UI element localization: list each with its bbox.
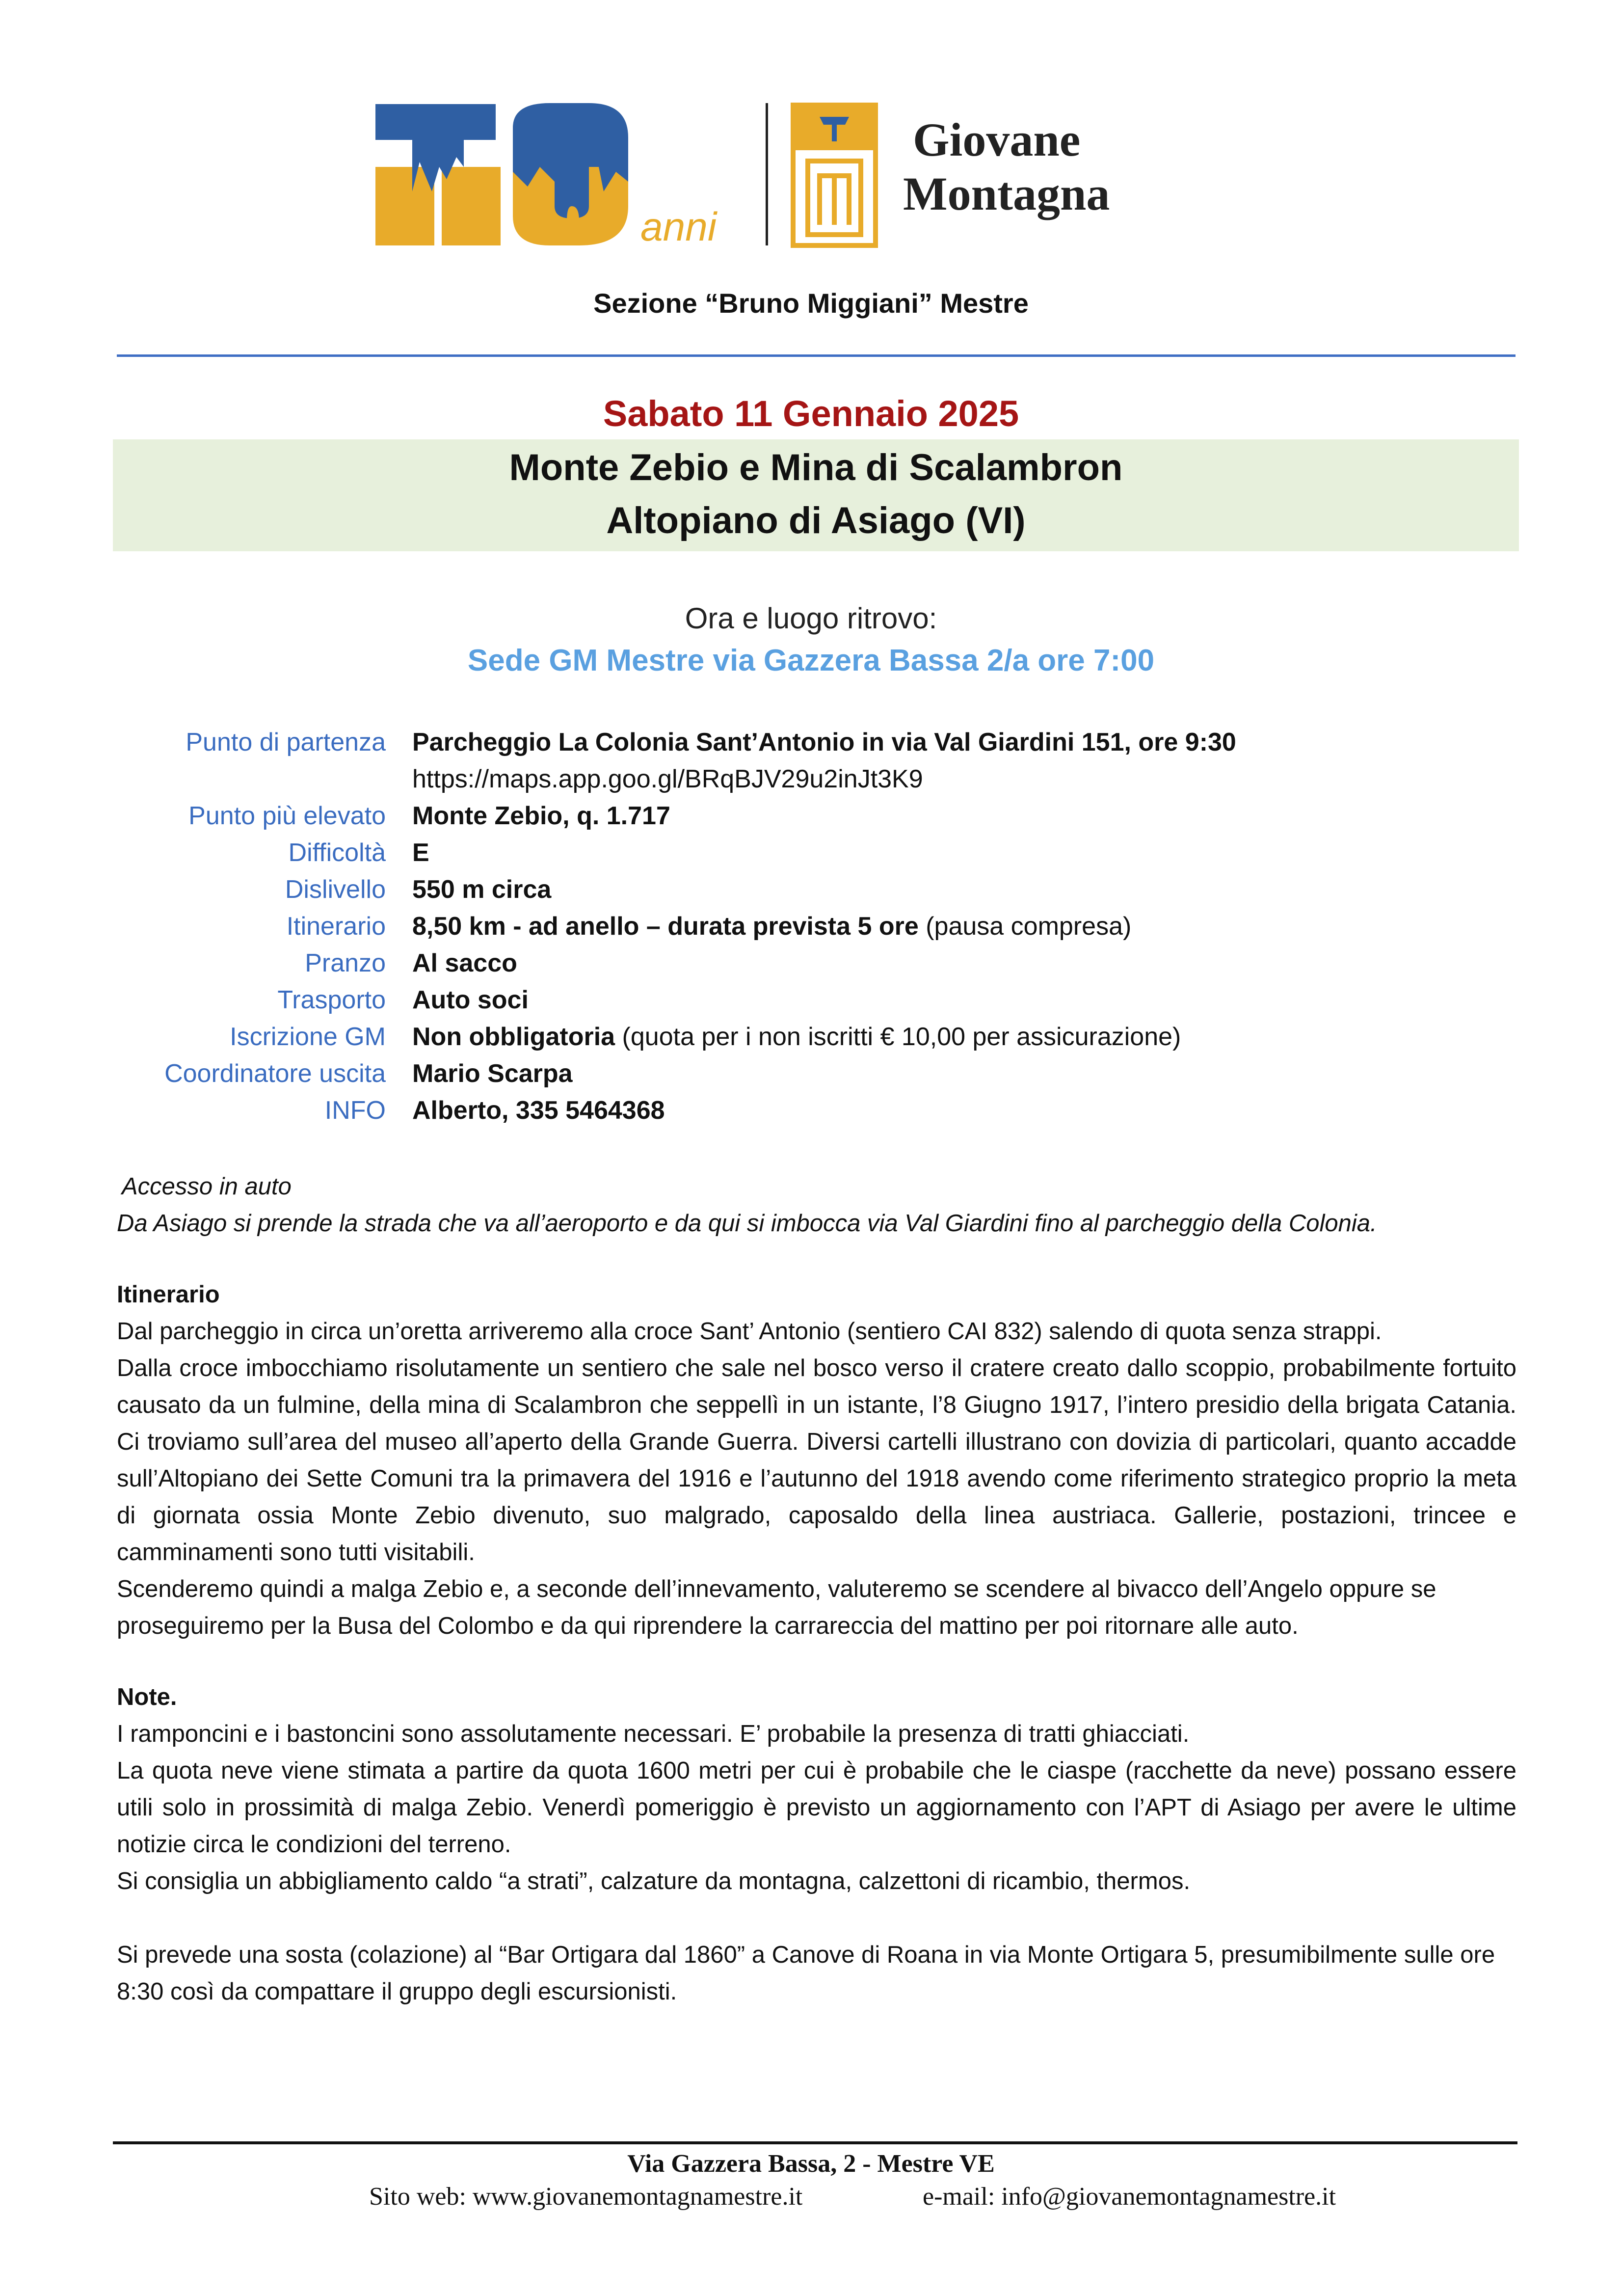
itinerary-intro: Dal parcheggio in circa un’oretta arriveremo alla croce Sant’ Antonio (sentiero CAI 832) salendo di quota senza strappi. xyxy=(117,1318,1382,1345)
event-date: Sabato 11 Gennaio 2025 xyxy=(603,393,1019,434)
info-row-difficulty xyxy=(113,835,1516,871)
info-extra: (pausa compresa) xyxy=(918,912,1132,941)
footer-website[interactable]: Sito web: www.giovanemontagnamestre.it xyxy=(369,2183,803,2211)
header-logo xyxy=(373,93,1178,255)
notes-heading: Note. xyxy=(117,1684,177,1710)
info-label: Pranzo xyxy=(305,949,386,977)
info-row-contact xyxy=(113,1092,1516,1129)
meeting-place: Sede GM Mestre via Gazzera Bassa 2/a ore 7:00 xyxy=(467,644,1155,677)
info-row-itinerary xyxy=(113,908,1516,945)
info-extra: (quota per i non iscritti € 10,00 per assicurazione) xyxy=(615,1023,1181,1051)
itinerary-heading: Itinerario xyxy=(117,1281,220,1308)
info-value: Al sacco xyxy=(412,949,517,977)
notes-snow: La quota neve viene stimata a partire da quota 1600 metri per cui è probabile che le ciaspe (racchette da neve) possano essere utili solo in prossimità di malga Zebio. Venerdì pomeriggio è previsto un aggiornamento con l’APT di Asiago per avere le ultime notizie circa le condizioni del terreno. xyxy=(117,1757,1516,1858)
footer-divider xyxy=(113,2141,1517,2144)
section-title: Sezione “Bruno Miggiani” Mestre xyxy=(593,288,1029,319)
info-label: Trasporto xyxy=(277,986,386,1014)
info-row-registration xyxy=(113,1019,1516,1055)
info-value: E xyxy=(412,838,429,867)
map-link[interactable]: https://maps.app.goo.gl/BRqBJV29u2inJt3K9 xyxy=(412,765,923,793)
info-value: Alberto, 335 5464368 xyxy=(412,1096,665,1125)
header-divider xyxy=(117,354,1516,357)
info-row-coordinator xyxy=(113,1055,1516,1092)
itinerary-paragraph: Dalla croce imbocchiamo risolutamente un sentiero che sale nel bosco verso il cratere creato dallo scoppio, probabilmente fortuito causato da un fulmine, della mina di Scalambron che seppellì in un istante, l’8 Giugno 1917, l’intero presidio della brigata Catania. Ci troviamo sull’area del museo all’aperto della Grande Guerra. Diversi cartelli illustrano con dovizia di particolari, quanto accadde sull’Altopiano dei Sette Comuni tra la primavera del 1916 e l’autunno del 1918 avendo come riferimento strategico proprio la meta di giornata ossia Monte Zebio divenuto, suo malgrado, caposaldo della linea austriaca. Gallerie, postazioni, trincee e camminamenti sono tutti visitabili. xyxy=(117,1355,1516,1566)
info-value: Mario Scarpa xyxy=(412,1059,573,1088)
logo-anni-text: anni xyxy=(640,205,717,249)
logo-divider xyxy=(766,103,768,245)
info-row-start xyxy=(113,724,1516,761)
footer-email[interactable]: e-mail: info@giovanemontagnamestre.it xyxy=(923,2183,1336,2211)
event-title: Monte Zebio e Mina di Scalambron xyxy=(509,447,1123,488)
meeting-label: Ora e luogo ritrovo: xyxy=(685,602,937,635)
access-heading: Accesso in auto xyxy=(122,1173,292,1200)
info-row-map-link xyxy=(113,761,1516,798)
info-label xyxy=(113,761,412,798)
event-subtitle: Altopiano di Asiago (VI) xyxy=(606,500,1026,541)
info-value: 8,50 km - ad anello – durata prevista 5 ore xyxy=(412,912,919,941)
event-title-band xyxy=(113,439,1519,551)
info-row-elevation-gain xyxy=(113,871,1516,908)
info-label: Difficoltà xyxy=(288,838,386,867)
anniversary-110-logo xyxy=(373,93,775,250)
info-value: Non obbligatoria xyxy=(412,1023,615,1051)
footer-address: Via Gazzera Bassa, 2 - Mestre VE xyxy=(627,2150,995,2178)
info-label: Coordinatore uscita xyxy=(164,1059,386,1088)
info-row-highest-point xyxy=(113,798,1516,835)
access-text: Da Asiago si prende la strada che va all’aeroporto e da qui si imbocca via Val Giardini fino al parcheggio della Colonia. xyxy=(117,1210,1377,1237)
org-name-line1: Giovane xyxy=(913,113,1081,166)
itinerary-return: Scenderemo quindi a malga Zebio e, a seconde dell’innevamento, valuteremo se scendere al bivacco dell’Angelo oppure se proseguiremo per la Busa del Colombo e da qui riprendere la carrareccia del mattino per poi ritornare alle auto. xyxy=(117,1576,1436,1639)
notes-equipment: I ramponcini e i bastoncini sono assolutamente necessari. E’ probabile la presenza di tratti ghiacciati. xyxy=(117,1721,1190,1747)
info-row-lunch xyxy=(113,945,1516,982)
info-label: Itinerario xyxy=(286,912,386,941)
info-label: Iscrizione GM xyxy=(230,1023,386,1051)
info-value: Auto soci xyxy=(412,986,529,1014)
gm-emblem-icon xyxy=(790,102,878,248)
org-name-line2: Montagna xyxy=(903,167,1110,220)
info-value: Parcheggio La Colonia Sant’Antonio in via Val Giardini 151, ore 9:30 xyxy=(412,728,1236,756)
info-label: Punto di partenza xyxy=(186,728,386,756)
info-row-transport xyxy=(113,982,1516,1019)
notes-breakfast-stop: Si prevede una sosta (colazione) al “Bar Ortigara dal 1860” a Canove di Roana in via Monte Ortigara 5, presumibilmente sulle ore 8:30 così da compattare il gruppo degli escursionisti. xyxy=(117,1942,1495,2005)
info-value: Monte Zebio, q. 1.717 xyxy=(412,802,670,830)
notes-clothing: Si consiglia un abbigliamento caldo “a strati”, calzature da montagna, calzettoni di ricambio, thermos. xyxy=(117,1868,1191,1894)
info-label: Punto più elevato xyxy=(188,802,386,830)
info-table xyxy=(113,724,1516,1129)
info-label: INFO xyxy=(324,1096,386,1125)
info-value: 550 m circa xyxy=(412,875,552,904)
info-label: Dislivello xyxy=(285,875,386,904)
